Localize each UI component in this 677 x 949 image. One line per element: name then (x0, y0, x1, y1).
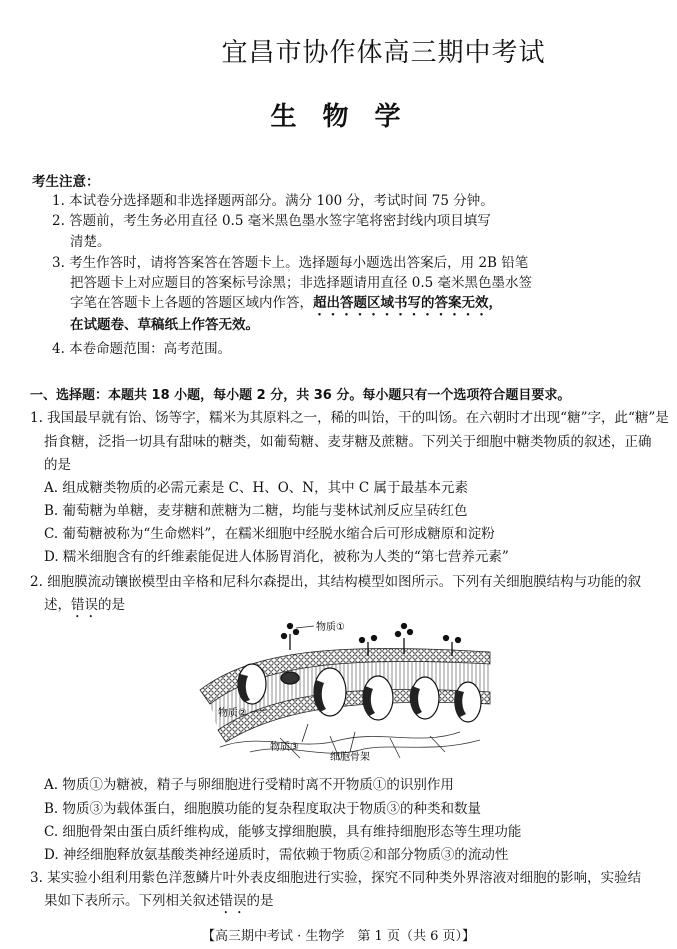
q2-option-a: A. 物质①为糖被，精子与卵细胞进行受精时离不开物质①的识别作用 (44, 777, 454, 793)
figure-label-2: 物质② (218, 708, 247, 719)
notice-line-1: 1. 本试卷分选择题和非选择题两部分。满分 100 分，考试时间 75 分钟。 (52, 193, 494, 209)
notice-line-3: 清楚。 (70, 234, 111, 250)
section-heading: 一、选择题：本题共 18 小题，每小题 2 分，共 36 分。每小题只有一个选项符合题目要求。 (30, 388, 571, 403)
figure-label-3: 物质③ (270, 742, 299, 753)
notice-line-2: 2. 答题前，考生务必用直径 0.5 毫米黑色墨水签字笔将密封线内项目填写 (52, 213, 491, 229)
notice-line-5: 把答题卡上对应题目的答案标号涂黑；非选择题请用直径 0.5 毫米黑色墨水签 (70, 275, 533, 291)
notice-heading: 考生注意： (32, 174, 100, 190)
exam-title: 宜昌市协作体高三期中考试 (221, 38, 546, 68)
q3-stem-2 (44, 889, 274, 917)
q1-option-c: C. 葡萄糖被称为“生命燃料”，在糯米细胞中经脱水缩合后可形成糖原和淀粉 (44, 526, 495, 542)
notice-line-6-text: 字笔在答题卡上各题的答题区域内作答， (70, 295, 313, 311)
q2-option-c: C. 细胞骨架由蛋白质纤维构成，能够支撑细胞膜，具有维持细胞形态等生理功能 (44, 824, 522, 840)
notice-emphasis-2: 在试题卷、草稿纸上作答无效。 (70, 317, 259, 333)
figure-label-4: 细胞骨架 (330, 752, 370, 763)
notice-line-7: 4. 本卷命题范围：高考范围。 (52, 341, 232, 357)
q1-stem-1: 1. 我国最早就有饴、饧等字，糯米为其原料之一，稀的叫饴，干的叫饧。在六朝时才出现“糖”字，此“糖”是 (30, 410, 669, 426)
notice-line-4: 3. 考生作答时，请将答案答在答题卡上。选择题每小题选出答案后，用 2B 铅笔 (52, 255, 529, 271)
q2-stem-2-post: 的是 (98, 597, 125, 613)
membrane-diagram (190, 612, 500, 767)
q2-stem-2-emphasis: 错误 (71, 597, 98, 613)
q1-option-d: D. 糯米细胞含有的纤维素能促进人体肠胃消化，被称为人类的“第七营养元素” (44, 549, 509, 565)
q2-stem-2-pre: 述， (44, 597, 71, 613)
q2-stem-1: 2. 细胞膜流动镶嵌模型由辛格和尼科尔森提出，其结构模型如图所示。下列有关细胞膜结构与功能的叙 (30, 574, 642, 590)
notice-emphasis-1: 超出答题区域书写的答案无效， (313, 295, 502, 311)
figure-label-1: 物质① (316, 622, 345, 633)
q2-stem-2 (44, 593, 125, 621)
q1-stem-3: 的是 (44, 457, 71, 473)
q1-option-b: B. 葡萄糖为单糖，麦芽糖和蔗糖为二糖，均能与斐林试剂反应呈砖红色 (44, 503, 468, 519)
q3-stem-2-emphasis: 错误 (219, 893, 247, 909)
q2-option-d: D. 神经细胞释放氨基酸类神经递质时，需依赖于物质②和部分物质③的流动性 (44, 847, 509, 863)
q2-option-b: B. 物质③为载体蛋白，细胞膜功能的复杂程度取决于物质③的种类和数量 (44, 801, 482, 817)
q3-stem-1: 3. 某实验小组利用紫色洋葱鳞片叶外表皮细胞进行实验，探究不同种类外界溶液对细胞的影响，实验结 (30, 870, 642, 886)
q3-stem-2-post: 的是 (246, 893, 274, 909)
page-footer: 【高三期中考试 · 生物学 第 1 页（共 6 页）】 (202, 929, 475, 944)
q1-option-a: A. 组成糖类物质的必需元素是 C、H、O、N，其中 C 属于最基本元素 (44, 480, 469, 496)
q1-stem-2: 指食糖，泛指一切具有甜味的糖类，如葡萄糖、麦芽糖及蔗糖。下列关于细胞中糖类物质的叙述，正确 (44, 434, 652, 450)
q3-stem-2-pre: 果如下表所示。下列相关叙述 (44, 893, 220, 909)
subject-title: 生物学 (270, 102, 427, 132)
